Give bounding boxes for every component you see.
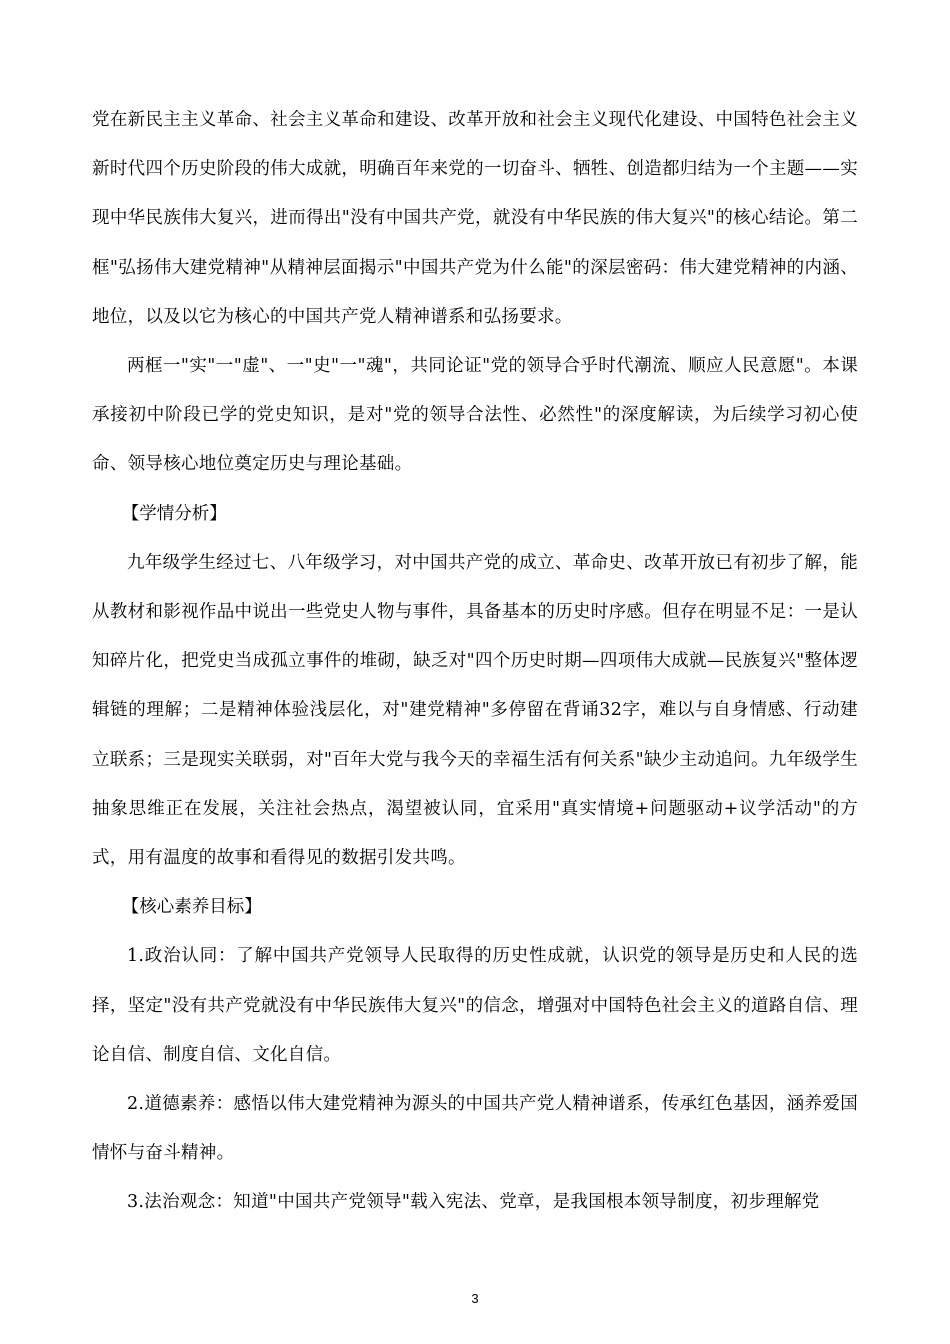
page-number: 3: [471, 1291, 479, 1306]
document-body: [92, 96, 858, 1228]
heading-core-literacy-goals: 【核心素养目标】: [121, 897, 262, 918]
heading-student-analysis: 【学情分析】: [121, 503, 227, 524]
paragraph-lesson-summary: 两框一"实"一"虚"、一"史"一"魂"，共同论证"党的领导合乎时代潮流、顺应人民意愿"。本课承接初中阶段已学的党史知识，是对"党的领导合法性、必然性"的深度解读，为后续学习初心使命、领导核心地位奠定历史与理论基础。: [92, 356, 858, 475]
paragraph-student-analysis: 九年级学生经过七、八年级学习，对中国共产党的成立、革命史、改革开放已有初步了解，能从教材和影视作品中说出一些党史人物与事件，具备基本的历史时序感。但存在明显不足：一是认知碎片化，把党史当成孤立事件的堆砌，缺乏对"四个历史时期—四项伟大成就—民族复兴"整体逻辑链的理解；二是精神体验浅层化，对"建党精神"多停留在背诵32字，难以与自身情感、行动建立联系；三是现实关联弱，对"百年大党与我今天的幸福生活有何关系"缺少主动追问。九年级学生抽象思维正在发展，关注社会热点，渴望被认同，宜采用"真实情境+问题驱动+议学活动"的方式，用有温度的故事和看得见的数据引发共鸣。: [92, 552, 858, 869]
paragraph-lesson-overview: 党在新民主主义革命、社会主义革命和建设、改革开放和社会主义现代化建设、中国特色社会主义新时代四个历史阶段的伟大成就，明确百年来党的一切奋斗、牺牲、创造都归结为一个主题——实现中华民族伟大复兴，进而得出"没有中国共产党，就没有中华民族的伟大复兴"的核心结论。第二框"弘扬伟大建党精神"从精神层面揭示"中国共产党为什么能"的深层密码：伟大建党精神的内涵、地位，以及以它为核心的中国共产党人精神谱系和弘扬要求。: [92, 110, 858, 327]
paragraph-goal-moral-literacy: 2.道德素养：感悟以伟大建党精神为源头的中国共产党人精神谱系，传承红色基因，涵养爱国情怀与奋斗精神。: [92, 1094, 858, 1164]
paragraph-goal-rule-of-law: 3.法治观念：知道"中国共产党领导"载入宪法、党章，是我国根本领导制度，初步理解党: [127, 1192, 820, 1213]
paragraph-goal-political-identity: 1.政治认同：了解中国共产党领导人民取得的历史性成就，认识党的领导是历史和人民的选择，坚定"没有共产党就没有中华民族伟大复兴"的信念，增强对中国特色社会主义的道路自信、理论自信、制度自信、文化自信。: [92, 946, 858, 1065]
